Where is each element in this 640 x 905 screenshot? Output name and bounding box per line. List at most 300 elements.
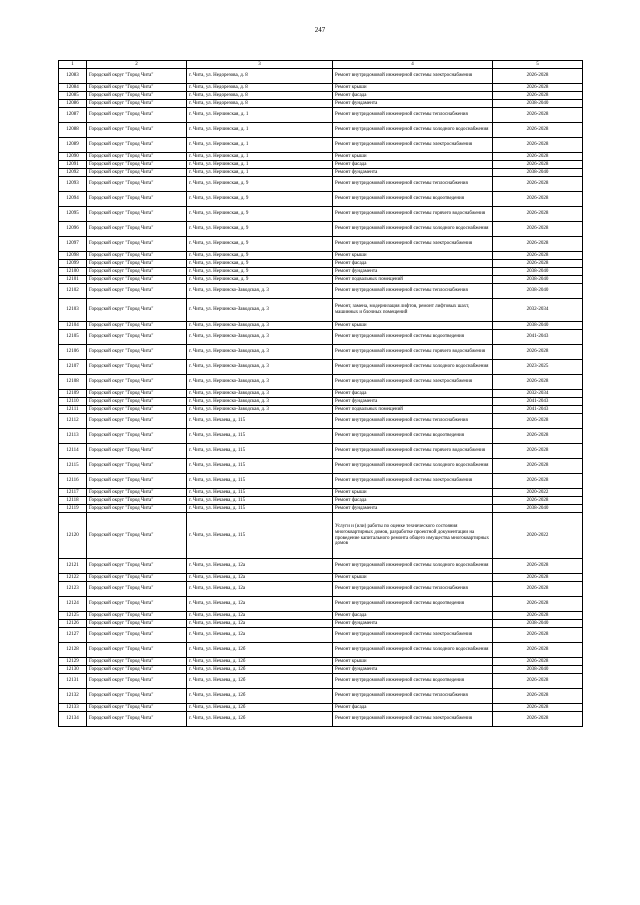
work-type-cell: Ремонт фасада	[333, 161, 493, 169]
address-cell: г. Чита, ул. Нерчинская, д. 9	[187, 177, 333, 192]
column-header: 2	[87, 61, 187, 69]
district-cell: Городской округ "Город Чита"	[87, 284, 187, 299]
district-cell: Городской округ "Город Чита"	[87, 345, 187, 360]
table-row	[59, 414, 583, 429]
address-cell: г. Чита, ул. Нечаева, д. 115	[187, 429, 333, 444]
address-cell: г. Чита, ул. Нечаева, д. 12а	[187, 574, 333, 582]
work-type-cell: Ремонт внутридомовой инженерной системы теплоснабжения	[333, 177, 493, 192]
district-cell: Городской округ "Город Чита"	[87, 153, 187, 161]
work-type-cell: Ремонт, замена, модернизация лифтов, ремонт лифтовых шахт, машинных и блочных помещений	[333, 299, 493, 322]
row-number-cell: 12091	[59, 161, 87, 169]
period-cell: 2026-2028	[493, 414, 583, 429]
district-cell: Городской округ "Город Чита"	[87, 658, 187, 666]
table-row	[59, 192, 583, 207]
row-number-cell: 12087	[59, 108, 87, 123]
table-row	[59, 268, 583, 276]
district-cell: Городской округ "Город Чита"	[87, 489, 187, 497]
table-row	[59, 84, 583, 92]
row-number-cell: 12092	[59, 169, 87, 177]
period-cell: 2026-2028	[493, 222, 583, 237]
period-cell: 2038-2040	[493, 268, 583, 276]
work-type-cell: Ремонт внутридомовой инженерной системы электроснабжения	[333, 474, 493, 489]
row-number-cell: 12128	[59, 643, 87, 658]
table-row	[59, 429, 583, 444]
address-cell: г. Чита, ул. Нерчинско-Заводская, д. 3	[187, 390, 333, 398]
district-cell: Городской округ "Город Чита"	[87, 582, 187, 597]
table-row	[59, 474, 583, 489]
work-type-cell: Ремонт внутридомовой инженерной системы холодного водоснабжения	[333, 559, 493, 574]
row-number-cell: 12109	[59, 390, 87, 398]
address-cell: г. Чита, ул. Нечаева, д. 12а	[187, 612, 333, 620]
district-cell: Городской округ "Город Чита"	[87, 276, 187, 284]
column-header: 1	[59, 61, 87, 69]
work-type-cell: Ремонт фасада	[333, 497, 493, 505]
period-cell: 2026-2028	[493, 177, 583, 192]
work-type-cell: Ремонт крыши	[333, 574, 493, 582]
period-cell: 2026-2028	[493, 628, 583, 643]
district-cell: Городской округ "Город Чита"	[87, 123, 187, 138]
district-cell: Городской округ "Город Чита"	[87, 398, 187, 406]
row-number-cell: 12094	[59, 192, 87, 207]
address-cell: г. Чита, ул. Нерчинско-Заводская, д. 3	[187, 360, 333, 375]
work-type-cell: Услуги и (или) работы по оценке технического состояния многоквартирных домов, разработке проектной документации на проведение капитального ремонта общего имущества многоквартирных домов	[333, 513, 493, 559]
address-cell: г. Чита, ул. Нерчинская, д. 1	[187, 161, 333, 169]
district-cell: Городской округ "Город Чита"	[87, 237, 187, 252]
address-cell: г. Чита, ул. Нерчинская, д. 9	[187, 222, 333, 237]
table-row	[59, 207, 583, 222]
work-type-cell: Ремонт внутридомовой инженерной системы теплоснабжения	[333, 414, 493, 429]
work-type-cell: Ремонт внутридомовой инженерной системы водоотведения	[333, 429, 493, 444]
address-cell: г. Чита, ул. Нечаева, д. 115	[187, 513, 333, 559]
row-number-cell: 12132	[59, 689, 87, 704]
row-number-cell: 12102	[59, 284, 87, 299]
work-type-cell: Ремонт внутридомовой инженерной системы водоотведения	[333, 674, 493, 689]
district-cell: Городской округ "Город Чита"	[87, 322, 187, 330]
work-type-cell: Ремонт фасада	[333, 390, 493, 398]
work-type-cell: Ремонт крыши	[333, 252, 493, 260]
address-cell: г. Чита, ул. Нечаева, д. 115	[187, 459, 333, 474]
table-row	[59, 505, 583, 513]
table-row	[59, 108, 583, 123]
district-cell: Городской округ "Город Чита"	[87, 474, 187, 489]
address-cell: г. Чита, ул. Нечаева, д. 115	[187, 497, 333, 505]
address-cell: г. Чита, ул. Нерчинская, д. 9	[187, 276, 333, 284]
district-cell: Городской округ "Город Чита"	[87, 138, 187, 153]
work-type-cell: Ремонт внутридомовой инженерной системы электроснабжения	[333, 375, 493, 390]
period-cell: 2026-2028	[493, 153, 583, 161]
work-type-cell: Ремонт внутридомовой инженерной системы водоотведения	[333, 330, 493, 345]
work-type-cell: Ремонт внутридомовой инженерной системы теплоснабжения	[333, 108, 493, 123]
period-cell: 2026-2028	[493, 643, 583, 658]
period-cell: 2026-2028	[493, 345, 583, 360]
address-cell: г. Чита, ул. Нерчинско-Заводская, д. 3	[187, 398, 333, 406]
address-cell: г. Чита, ул. Нечаева, д. 12б	[187, 658, 333, 666]
period-cell: 2038-2040	[493, 284, 583, 299]
table-row	[59, 674, 583, 689]
column-header: 3	[187, 61, 333, 69]
row-number-cell: 12114	[59, 444, 87, 459]
district-cell: Городской округ "Город Чита"	[87, 559, 187, 574]
table-row	[59, 177, 583, 192]
district-cell: Городской округ "Город Чита"	[87, 628, 187, 643]
address-cell: г. Чита, ул. Недорезова, д. 8	[187, 69, 333, 84]
period-cell: 2020-2022	[493, 489, 583, 497]
district-cell: Городской округ "Город Чита"	[87, 712, 187, 727]
address-cell: г. Чита, ул. Нерчинско-Заводская, д. 3	[187, 345, 333, 360]
address-cell: г. Чита, ул. Нерчинская, д. 9	[187, 260, 333, 268]
district-cell: Городской округ "Город Чита"	[87, 192, 187, 207]
work-type-cell: Ремонт внутридомовой инженерной системы теплоснабжения	[333, 689, 493, 704]
period-cell: 2020-2022	[493, 513, 583, 559]
work-type-cell: Ремонт фундамента	[333, 398, 493, 406]
period-cell: 2026-2028	[493, 375, 583, 390]
work-type-cell: Ремонт внутридомовой инженерной системы холодного водоснабжения	[333, 360, 493, 375]
row-number-cell: 12097	[59, 237, 87, 252]
work-type-cell: Ремонт фасада	[333, 260, 493, 268]
period-cell: 2026-2028	[493, 474, 583, 489]
work-type-cell: Ремонт фундамента	[333, 100, 493, 108]
table-row	[59, 597, 583, 612]
row-number-cell: 12085	[59, 92, 87, 100]
period-cell: 2026-2028	[493, 674, 583, 689]
table-row	[59, 459, 583, 474]
row-number-cell: 12088	[59, 123, 87, 138]
table-row	[59, 658, 583, 666]
period-cell: 2032-2034	[493, 390, 583, 398]
period-cell: 2026-2028	[493, 612, 583, 620]
table-row	[59, 276, 583, 284]
row-number-cell: 12099	[59, 260, 87, 268]
period-cell: 2026-2028	[493, 207, 583, 222]
district-cell: Городской округ "Город Чита"	[87, 108, 187, 123]
column-number-row	[59, 61, 583, 69]
table-body	[59, 69, 583, 727]
period-cell: 2026-2028	[493, 192, 583, 207]
row-number-cell: 12126	[59, 620, 87, 628]
address-cell: г. Чита, ул. Недорезова, д. 8	[187, 84, 333, 92]
period-cell: 2026-2028	[493, 237, 583, 252]
table-row	[59, 260, 583, 268]
table-row	[59, 406, 583, 414]
work-type-cell: Ремонт крыши	[333, 153, 493, 161]
row-number-cell: 12123	[59, 582, 87, 597]
table-row	[59, 322, 583, 330]
address-cell: г. Чита, ул. Недорезова, д. 8	[187, 100, 333, 108]
table-row	[59, 497, 583, 505]
work-type-cell: Ремонт крыши	[333, 84, 493, 92]
address-cell: г. Чита, ул. Нечаева, д. 115	[187, 444, 333, 459]
district-cell: Городской округ "Город Чита"	[87, 252, 187, 260]
work-type-cell: Ремонт фундамента	[333, 169, 493, 177]
table-row	[59, 666, 583, 674]
district-cell: Городской округ "Город Чита"	[87, 299, 187, 322]
row-number-cell: 12110	[59, 398, 87, 406]
row-number-cell: 12112	[59, 414, 87, 429]
period-cell: 2038-2040	[493, 169, 583, 177]
address-cell: г. Чита, ул. Нерчинская, д. 1	[187, 153, 333, 161]
address-cell: г. Чита, ул. Нерчинская, д. 1	[187, 108, 333, 123]
table-row	[59, 689, 583, 704]
period-cell: 2026-2028	[493, 704, 583, 712]
period-cell: 2038-2040	[493, 620, 583, 628]
work-type-cell: Ремонт внутридомовой инженерной системы электроснабжения	[333, 69, 493, 84]
row-number-cell: 12101	[59, 276, 87, 284]
table-row	[59, 444, 583, 459]
period-cell: 2026-2028	[493, 138, 583, 153]
address-cell: г. Чита, ул. Нечаева, д. 115	[187, 474, 333, 489]
period-cell: 2026-2028	[493, 429, 583, 444]
district-cell: Городской округ "Город Чита"	[87, 620, 187, 628]
address-cell: г. Чита, ул. Нечаева, д. 12а	[187, 620, 333, 628]
row-number-cell: 12124	[59, 597, 87, 612]
period-cell: 2026-2028	[493, 260, 583, 268]
table-row	[59, 398, 583, 406]
period-cell: 2032-2034	[493, 299, 583, 322]
district-cell: Городской округ "Город Чита"	[87, 406, 187, 414]
district-cell: Городской округ "Город Чита"	[87, 444, 187, 459]
period-cell: 2026-2028	[493, 689, 583, 704]
address-cell: г. Чита, ул. Нерчинско-Заводская, д. 3	[187, 284, 333, 299]
table-row	[59, 620, 583, 628]
address-cell: г. Чита, ул. Нерчинско-Заводская, д. 3	[187, 299, 333, 322]
period-cell: 2026-2028	[493, 69, 583, 84]
period-cell: 2041-2043	[493, 406, 583, 414]
column-header: 4	[333, 61, 493, 69]
address-cell: г. Чита, ул. Нечаева, д. 115	[187, 505, 333, 513]
period-cell: 2023-2025	[493, 360, 583, 375]
work-type-cell: Ремонт фундамента	[333, 666, 493, 674]
district-cell: Городской округ "Город Чита"	[87, 612, 187, 620]
district-cell: Городской округ "Город Чита"	[87, 505, 187, 513]
table-row	[59, 123, 583, 138]
district-cell: Городской округ "Город Чита"	[87, 459, 187, 474]
address-cell: г. Чита, ул. Нечаева, д. 12а	[187, 582, 333, 597]
work-type-cell: Ремонт внутридомовой инженерной системы водоотведения	[333, 597, 493, 612]
address-cell: г. Чита, ул. Нерчинская, д. 9	[187, 252, 333, 260]
district-cell: Городской округ "Город Чита"	[87, 92, 187, 100]
work-type-cell: Ремонт фасада	[333, 704, 493, 712]
row-number-cell: 12118	[59, 497, 87, 505]
work-type-cell: Ремонт внутридомовой инженерной системы горячего водоснабжения	[333, 444, 493, 459]
district-cell: Городской округ "Город Чита"	[87, 497, 187, 505]
table-row	[59, 704, 583, 712]
row-number-cell: 12108	[59, 375, 87, 390]
table-row	[59, 153, 583, 161]
district-cell: Городской округ "Город Чита"	[87, 414, 187, 429]
table-row	[59, 92, 583, 100]
district-cell: Городской округ "Город Чита"	[87, 689, 187, 704]
district-cell: Городской округ "Город Чита"	[87, 330, 187, 345]
table-row	[59, 360, 583, 375]
row-number-cell: 12089	[59, 138, 87, 153]
table-row	[59, 574, 583, 582]
period-cell: 2026-2028	[493, 92, 583, 100]
table-row	[59, 643, 583, 658]
table-row	[59, 237, 583, 252]
work-type-cell: Ремонт крыши	[333, 489, 493, 497]
district-cell: Городской округ "Город Чита"	[87, 84, 187, 92]
period-cell: 2026-2028	[493, 459, 583, 474]
row-number-cell: 12105	[59, 330, 87, 345]
period-cell: 2026-2028	[493, 252, 583, 260]
row-number-cell: 12093	[59, 177, 87, 192]
period-cell: 2026-2028	[493, 123, 583, 138]
table-row	[59, 612, 583, 620]
work-type-cell: Ремонт внутридомовой инженерной системы холодного водоснабжения	[333, 222, 493, 237]
table-row	[59, 628, 583, 643]
period-cell: 2038-2040	[493, 100, 583, 108]
work-type-cell: Ремонт внутридомовой инженерной системы водоотведения	[333, 192, 493, 207]
period-cell: 2038-2040	[493, 505, 583, 513]
period-cell: 2026-2028	[493, 597, 583, 612]
address-cell: г. Чита, ул. Нечаева, д. 12б	[187, 643, 333, 658]
row-number-cell: 12125	[59, 612, 87, 620]
district-cell: Городской округ "Город Чита"	[87, 390, 187, 398]
district-cell: Городской округ "Город Чита"	[87, 574, 187, 582]
district-cell: Городской округ "Город Чита"	[87, 222, 187, 237]
row-number-cell: 12100	[59, 268, 87, 276]
row-number-cell: 12103	[59, 299, 87, 322]
address-cell: г. Чита, ул. Нерчинская, д. 9	[187, 268, 333, 276]
address-cell: г. Чита, ул. Нерчинская, д. 1	[187, 123, 333, 138]
work-type-cell: Ремонт фасада	[333, 92, 493, 100]
address-cell: г. Чита, ул. Нечаева, д. 12б	[187, 689, 333, 704]
address-cell: г. Чита, ул. Нечаева, д. 12б	[187, 674, 333, 689]
district-cell: Городской округ "Город Чита"	[87, 375, 187, 390]
work-type-cell: Ремонт внутридомовой инженерной системы электроснабжения	[333, 138, 493, 153]
row-number-cell: 12120	[59, 513, 87, 559]
row-number-cell: 12127	[59, 628, 87, 643]
row-number-cell: 12095	[59, 207, 87, 222]
district-cell: Городской округ "Город Чита"	[87, 666, 187, 674]
work-type-cell: Ремонт внутридомовой инженерной системы теплоснабжения	[333, 582, 493, 597]
address-cell: г. Чита, ул. Нерчинско-Заводская, д. 3	[187, 330, 333, 345]
work-type-cell: Ремонт внутридомовой инженерной системы горячего водоснабжения	[333, 207, 493, 222]
period-cell: 2026-2028	[493, 712, 583, 727]
district-cell: Городской округ "Город Чита"	[87, 597, 187, 612]
work-type-cell: Ремонт внутридомовой инженерной системы горячего водоснабжения	[333, 345, 493, 360]
address-cell: г. Чита, ул. Нерчинско-Заводская, д. 3	[187, 406, 333, 414]
table-row	[59, 69, 583, 84]
table-row	[59, 284, 583, 299]
district-cell: Городской округ "Город Чита"	[87, 177, 187, 192]
address-cell: г. Чита, ул. Недорезова, д. 8	[187, 92, 333, 100]
address-cell: г. Чита, ул. Нечаева, д. 12б	[187, 704, 333, 712]
work-type-cell: Ремонт фундамента	[333, 268, 493, 276]
row-number-cell: 12084	[59, 84, 87, 92]
work-type-cell: Ремонт внутридомовой инженерной системы электроснабжения	[333, 628, 493, 643]
row-number-cell: 12106	[59, 345, 87, 360]
table-row	[59, 390, 583, 398]
row-number-cell: 12116	[59, 474, 87, 489]
address-cell: г. Чита, ул. Нерчинско-Заводская, д. 3	[187, 322, 333, 330]
table-row	[59, 330, 583, 345]
work-type-cell: Ремонт внутридомовой инженерной системы холодного водоснабжения	[333, 123, 493, 138]
period-cell: 2026-2028	[493, 574, 583, 582]
work-type-cell: Ремонт фундамента	[333, 505, 493, 513]
district-cell: Городской округ "Город Чита"	[87, 429, 187, 444]
period-cell: 2038-2040	[493, 666, 583, 674]
district-cell: Городской округ "Город Чита"	[87, 161, 187, 169]
work-type-cell: Ремонт внутридомовой инженерной системы холодного водоснабжения	[333, 643, 493, 658]
table-row	[59, 299, 583, 322]
address-cell: г. Чита, ул. Нечаева, д. 12а	[187, 597, 333, 612]
row-number-cell: 12098	[59, 252, 87, 260]
page-number: 247	[314, 26, 326, 34]
row-number-cell: 12130	[59, 666, 87, 674]
row-number-cell: 12096	[59, 222, 87, 237]
address-cell: г. Чита, ул. Нерчинская, д. 9	[187, 237, 333, 252]
work-type-cell: Ремонт фундамента	[333, 620, 493, 628]
table-row	[59, 375, 583, 390]
table-row	[59, 100, 583, 108]
table-row	[59, 712, 583, 727]
period-cell: 2041-2043	[493, 398, 583, 406]
period-cell: 2026-2028	[493, 108, 583, 123]
work-type-cell: Ремонт подвальных помещений	[333, 276, 493, 284]
period-cell: 2026-2028	[493, 497, 583, 505]
district-cell: Городской округ "Город Чита"	[87, 207, 187, 222]
period-cell: 2026-2028	[493, 444, 583, 459]
address-cell: г. Чита, ул. Нерчинская, д. 9	[187, 192, 333, 207]
address-cell: г. Чита, ул. Нечаева, д. 115	[187, 414, 333, 429]
row-number-cell: 12104	[59, 322, 87, 330]
row-number-cell: 12133	[59, 704, 87, 712]
row-number-cell: 12134	[59, 712, 87, 727]
period-cell: 2041-2043	[493, 330, 583, 345]
row-number-cell: 12111	[59, 406, 87, 414]
period-cell: 2026-2028	[493, 582, 583, 597]
period-cell: 2026-2028	[493, 161, 583, 169]
row-number-cell: 12117	[59, 489, 87, 497]
repair-schedule-table	[58, 60, 583, 727]
address-cell: г. Чита, ул. Нерчинско-Заводская, д. 3	[187, 375, 333, 390]
district-cell: Городской округ "Город Чита"	[87, 704, 187, 712]
column-header: 5	[493, 61, 583, 69]
address-cell: г. Чита, ул. Нерчинская, д. 1	[187, 138, 333, 153]
row-number-cell: 12131	[59, 674, 87, 689]
row-number-cell: 12122	[59, 574, 87, 582]
row-number-cell: 12119	[59, 505, 87, 513]
row-number-cell: 12086	[59, 100, 87, 108]
work-type-cell: Ремонт крыши	[333, 658, 493, 666]
work-type-cell: Ремонт внутридомовой инженерной системы теплоснабжения	[333, 284, 493, 299]
table-row	[59, 489, 583, 497]
district-cell: Городской округ "Город Чита"	[87, 69, 187, 84]
district-cell: Городской округ "Город Чита"	[87, 513, 187, 559]
table-row	[59, 345, 583, 360]
row-number-cell: 12090	[59, 153, 87, 161]
row-number-cell: 12115	[59, 459, 87, 474]
address-cell: г. Чита, ул. Нечаева, д. 12а	[187, 559, 333, 574]
period-cell: 2038-2040	[493, 276, 583, 284]
address-cell: г. Чита, ул. Нерчинская, д. 9	[187, 207, 333, 222]
district-cell: Городской округ "Город Чита"	[87, 169, 187, 177]
district-cell: Городской округ "Город Чита"	[87, 268, 187, 276]
address-cell: г. Чита, ул. Нечаева, д. 12б	[187, 666, 333, 674]
address-cell: г. Чита, ул. Нечаева, д. 115	[187, 489, 333, 497]
row-number-cell: 12129	[59, 658, 87, 666]
work-type-cell: Ремонт подвальных помещений	[333, 406, 493, 414]
work-type-cell: Ремонт крыши	[333, 322, 493, 330]
work-type-cell: Ремонт внутридомовой инженерной системы холодного водоснабжения	[333, 459, 493, 474]
address-cell: г. Чита, ул. Нечаева, д. 12а	[187, 628, 333, 643]
district-cell: Городской округ "Город Чита"	[87, 643, 187, 658]
period-cell: 2026-2028	[493, 84, 583, 92]
work-type-cell: Ремонт внутридомовой инженерной системы электроснабжения	[333, 712, 493, 727]
work-type-cell: Ремонт внутридомовой инженерной системы электроснабжения	[333, 237, 493, 252]
row-number-cell: 12121	[59, 559, 87, 574]
